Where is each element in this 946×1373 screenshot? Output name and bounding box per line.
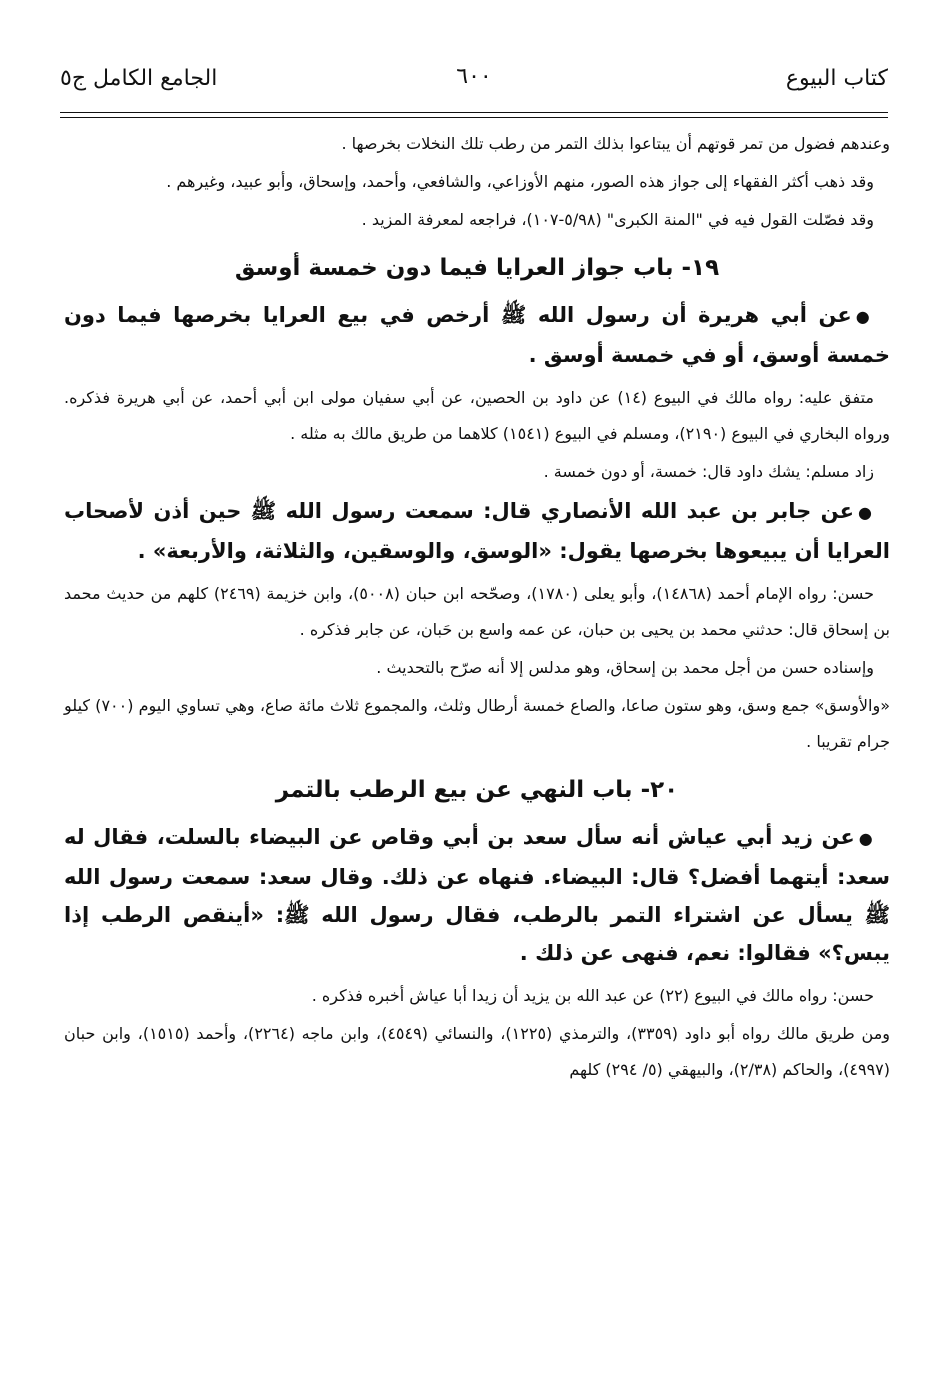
- hadith-body: عن أبي هريرة أن رسول الله ﷺ أرخص في بيع العرايا بخرصها فيما دون خمسة أوسق، أو في خمسة أوسق .: [64, 303, 890, 367]
- hadith-text: [64, 818, 890, 972]
- takhrij-note: حسن: رواه مالك في البيوع (٢٢) عن عبد الله بن يزيد أن زيدا أبا عياش أخبره فذكره .: [311, 986, 874, 1005]
- bullet-icon: ●: [855, 307, 874, 326]
- takhrij-note: وإسناده حسن من أجل محمد بن إسحاق، وهو مدلس إلا أنه صرّح بالتحديث .: [376, 658, 874, 677]
- hadith-text: [64, 296, 890, 374]
- chapter-heading: ٢٠- باب النهي عن بيع الرطب بالتمر: [275, 777, 679, 803]
- paragraph: وقد ذهب أكثر الفقهاء إلى جواز هذه الصور، منهم الأوزاعي، والشافعي، وأحمد، وإسحاق، وأبو عبيد، وغيرهم .: [166, 172, 874, 191]
- chapter-heading: ١٩- باب جواز العرايا فيما دون خمسة أوسق: [234, 255, 720, 281]
- bullet-icon: ●: [858, 829, 874, 848]
- bullet-icon: ●: [857, 503, 874, 522]
- paragraph: وقد فصّلت القول فيه في "المنة الكبرى" (٥/٩٨-١٠٧)، فراجعه لمعرفة المزيد .: [361, 210, 874, 229]
- paragraph: وعندهم فضول من تمر قوتهم أن يبتاعوا بذلك التمر من رطب تلك النخلات بخرصها .: [341, 134, 890, 153]
- header-rule-top: [60, 112, 888, 113]
- hadith-body: عن زيد أبي عياش أنه سأل سعد بن أبي وقاص عن البيضاء بالسلت، فقال له سعد: أيتهما أفضل؟ قال: البيضاء. فنهاه عن ذلك. وقال سعد: سمعت رسول الله ﷺ يسأل عن اشتراء التمر بالرطب، فقال رسول الله ﷺ: «أينقص الرطب إذا يبس؟» فقالوا: نعم، فنهى عن ذلك .: [64, 825, 890, 965]
- header-rule-bottom: [60, 117, 888, 118]
- volume-label: الجامع الكامل ج٥: [60, 66, 218, 91]
- book-title: كتاب البيوع: [785, 66, 888, 91]
- takhrij-note: حسن: رواه الإمام أحمد (١٤٨٦٨)، وأبو يعلى (١٧٨٠)، وصحّحه ابن حبان (٥٠٠٨)، وابن خزيمة (٢٤٦٩) كلهم من حديث محمد بن إسحاق قال: حدثني محمد بن يحيى بن حبان، عن عمه واسع بن حَبان، عن جابر فذكره .: [64, 584, 890, 639]
- takhrij-note: ومن طريق مالك رواه أبو داود (٣٣٥٩)، والترمذي (١٢٢٥)، والنسائي (٤٥٤٩)، وابن ماجه (٢٢٦٤)، وأحمد (١٥١٥)، وابن حبان (٤٩٩٧)، والحاكم (٢/٣٨)، والبيهقي (٥/ ٢٩٤) كلهم: [64, 1024, 891, 1079]
- takhrij-note: «والأوسق» جمع وسق، وهو ستون صاعا، والصاع خمسة أرطال وثلث، والمجموع ثلاث مائة صاع، وهي تساوي اليوم (٧٠٠) كيلو جرام تقريبا .: [64, 696, 890, 751]
- takhrij-note: متفق عليه: رواه مالك في البيوع (١٤) عن داود بن الحصين، عن أبي سفيان مولى ابن أبي أحمد، عن أبي هريرة فذكره. ورواه البخاري في البيوع (٢١٩٠)، ومسلم في البيوع (١٥٤١) كلاهما من طريق مالك به مثله .: [64, 388, 890, 443]
- page-number: ٦٠٠: [456, 64, 492, 89]
- hadith-text: [64, 492, 890, 570]
- page-header: [60, 60, 888, 110]
- hadith-body: عن جابر بن عبد الله الأنصاري قال: سمعت رسول الله ﷺ حين أذن لأصحاب العرايا أن يبيعوها بخرصها يقول: «الوسق، والوسقين، والثلاثة، والأربعة» .: [64, 499, 890, 563]
- takhrij-note: زاد مسلم: يشك داود قال: خمسة، أو دون خمسة .: [543, 462, 874, 481]
- page-body: [64, 126, 890, 1090]
